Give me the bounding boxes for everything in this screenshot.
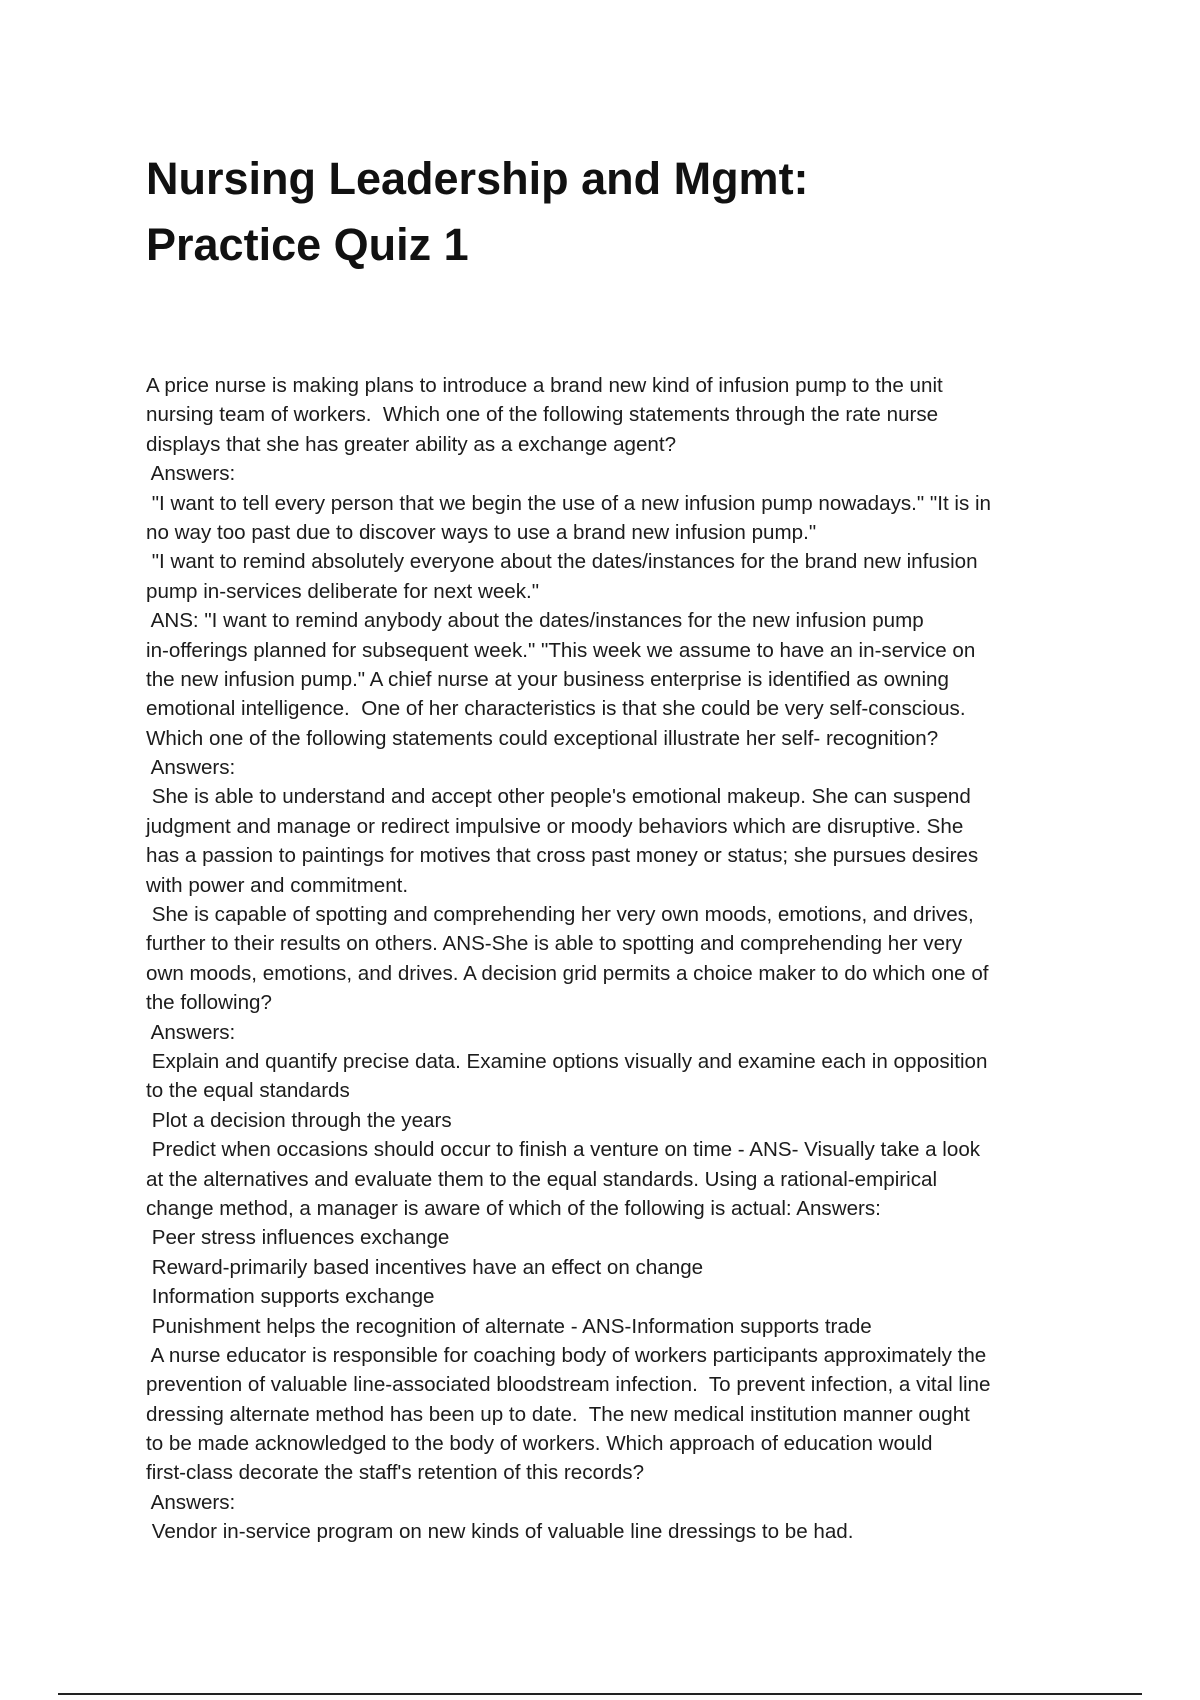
body-text-line: Plot a decision through the years [146, 1108, 452, 1132]
body-text-line: Punishment helps the recognition of alternate - ANS-Information supports trade [146, 1314, 872, 1338]
body-text-line: Answers: [146, 756, 236, 780]
body-text-line: Reward-primarily based incentives have an effect on change [146, 1255, 704, 1279]
body-text-line: Answers: [146, 1020, 236, 1044]
body-text-line: further to their results on others. ANS-She is able to spotting and comprehending her very [146, 932, 963, 956]
body-text-line: at the alternatives and evaluate them to the equal standards. Using a rational-empirical [146, 1167, 938, 1191]
body-text-line: Answers: [146, 462, 236, 486]
body-text-line: first-class decorate the staff's retention of this records? [146, 1461, 645, 1485]
body-text-line: "I want to remind absolutely everyone about the dates/instances for the brand new infusion [146, 550, 978, 574]
body-text-line: the new infusion pump." A chief nurse at your business enterprise is identified as owning [146, 667, 949, 691]
body-text-line: Information supports exchange [146, 1285, 435, 1309]
body-text-line: to be made acknowledged to the body of workers. Which approach of education would [146, 1432, 933, 1456]
body-text-line: to the equal standards [146, 1079, 350, 1103]
body-text-line: dressing alternate method has been up to date. The new medical institution manner ought [146, 1402, 970, 1426]
body-text-line: prevention of valuable line-associated bloodstream infection. To prevent infection, a vital line [146, 1373, 991, 1397]
body-text-line: Which one of the following statements could exceptional illustrate her self- recognition? [146, 726, 939, 750]
body-text-line: A nurse educator is responsible for coaching body of workers participants approximately the [146, 1343, 987, 1367]
body-text-line: nursing team of workers. Which one of the following statements through the rate nurse [146, 403, 939, 427]
body-text-line: the following? [146, 991, 272, 1015]
body-text-line: She is able to understand and accept other people's emotional makeup. She can suspend [146, 785, 971, 809]
body-text-line: Peer stress influences exchange [146, 1226, 450, 1250]
quiz-body-text [146, 371, 1076, 1547]
body-text-line: with power and commitment. [146, 873, 409, 897]
body-text-line: She is capable of spotting and comprehending her very own moods, emotions, and drives, [146, 903, 974, 927]
body-text-line: no way too past due to discover ways to use a brand new infusion pump." [146, 520, 817, 544]
body-text-line: emotional intelligence. One of her characteristics is that she could be very self-conscious. [146, 697, 966, 721]
body-text-line: pump in-services deliberate for next week." [146, 579, 540, 603]
body-text-line: displays that she has greater ability as a exchange agent? [146, 432, 677, 456]
body-text-line: Explain and quantify precise data. Examine options visually and examine each in opposition [146, 1049, 988, 1073]
body-text-line: own moods, emotions, and drives. A decision grid permits a choice maker to do which one of [146, 961, 989, 985]
body-text-line: A price nurse is making plans to introduce a brand new kind of infusion pump to the unit [146, 374, 943, 397]
body-text-line: has a passion to paintings for motives that cross past money or status; she pursues desires [146, 844, 979, 868]
body-text-line: Vendor in-service program on new kinds of valuable line dressings to be had. [146, 1520, 854, 1544]
body-text-line: Predict when occasions should occur to finish a venture on time - ANS- Visually take a look [146, 1138, 981, 1162]
body-text-line: in-offerings planned for subsequent week." "This week we assume to have an in-service on [146, 638, 976, 662]
body-text-line: change method, a manager is aware of which of the following is actual: Answers: [146, 1196, 881, 1220]
body-text-line: Answers: [146, 1490, 236, 1514]
body-text-line: ANS: "I want to remind anybody about the dates/instances for the new infusion pump [146, 609, 924, 633]
page-title [146, 146, 1046, 278]
footer-divider [58, 1693, 1142, 1695]
title-line-2: Practice Quiz 1 [146, 219, 469, 270]
body-text-line: "I want to tell every person that we begin the use of a new infusion pump nowadays." "It is in [146, 491, 992, 515]
title-line-1: Nursing Leadership and Mgmt: [146, 153, 809, 204]
body-text-line: judgment and manage or redirect impulsive or moody behaviors which are disruptive. She [146, 814, 964, 838]
